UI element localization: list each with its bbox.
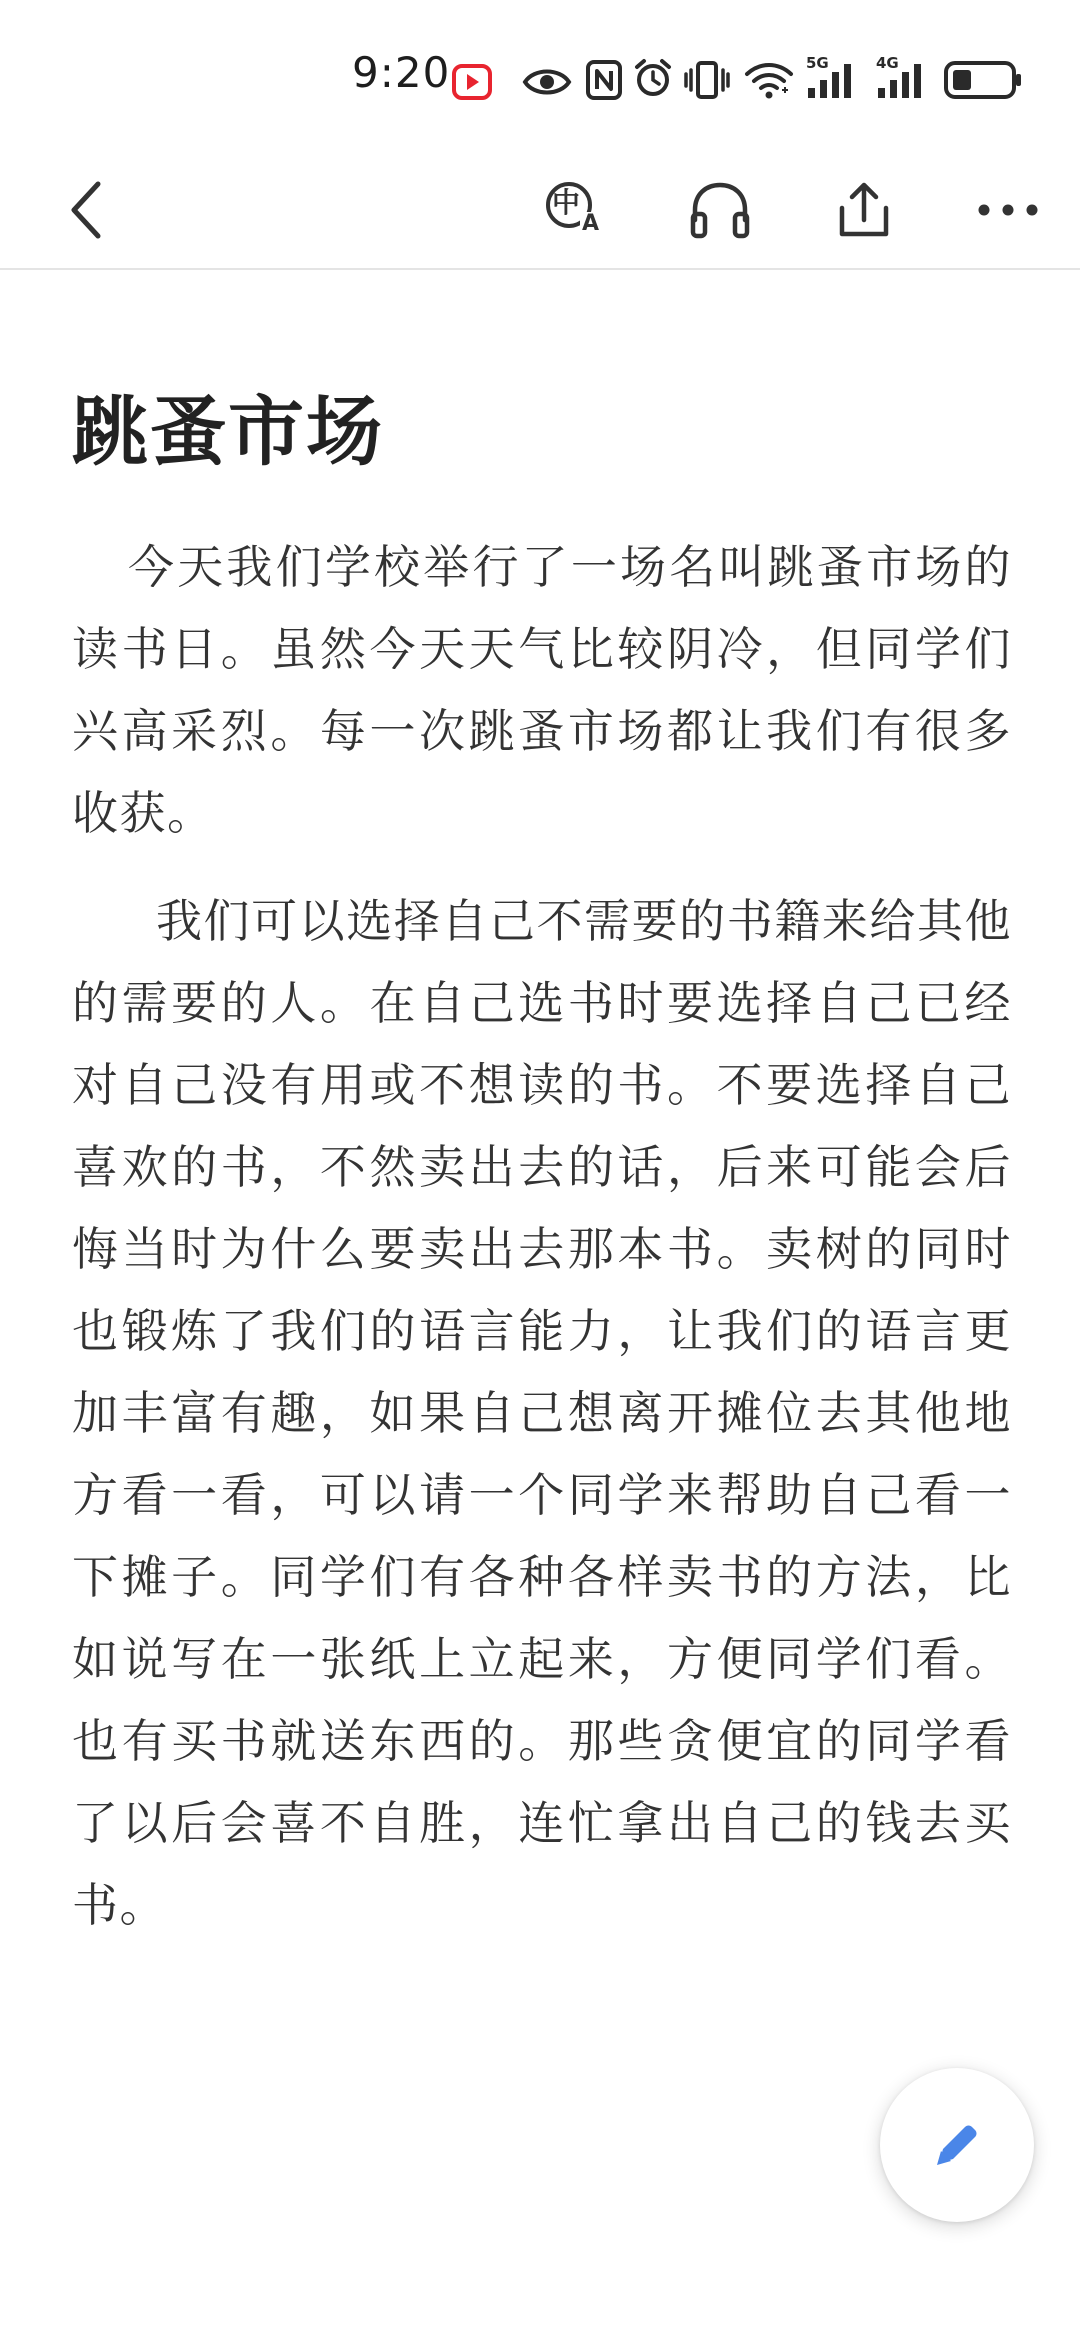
status-bar (0, 0, 1080, 150)
article-paragraph: 我们可以选择自己不需要的书籍来给其他的需要的人。在自己选书时要选择自己已经对自己没有用或不想读的书。不要选择自己喜欢的书，不然卖出去的话，后来可能会后悔当时为什么要卖出去那本书。卖树的同时也锻炼了我们的语言能力，让我们的语言更加丰富有趣，如果自己想离开摊位去其他地方看一看，可以请一个同学来帮助自己看一下摊子。同学们有各种各样卖书的方法，比如说写在一张纸上立起来，方便同学们看。也有买书就送东西的。那些贪便宜的同学看了以后会喜不自胜，连忙拿出自己的钱去买书。 (72, 894, 1012, 1932)
share-icon (836, 180, 892, 240)
article-paragraph: 今天我们学校举行了一场名叫跳蚤市场的读书日。虽然今天天气比较阴冷，但同学们兴高采烈。每一次跳蚤市场都让我们有很多收获。 (72, 540, 1012, 840)
alarm-icon (632, 56, 674, 100)
more-icon (977, 203, 1039, 217)
signal-5g-label: 5G (806, 54, 829, 72)
article-title: 跳蚤市场 (72, 387, 384, 476)
edit-button[interactable] (880, 2068, 1034, 2222)
eye-icon (522, 60, 572, 104)
headphones-icon (689, 180, 751, 240)
translate-button[interactable] (534, 170, 614, 250)
battery-icon (944, 58, 1024, 102)
back-arrow-icon (66, 180, 106, 240)
listen-button[interactable] (680, 170, 760, 250)
nfc-icon (586, 58, 622, 102)
signal-4g-icon (876, 54, 932, 100)
signal-5g-icon (806, 54, 862, 100)
pencil-icon (929, 2117, 985, 2173)
app-bar (0, 150, 1080, 270)
translate-glyph-sub: A (582, 211, 600, 236)
translate-glyph-main: 中 (552, 186, 581, 219)
article (72, 270, 1012, 1972)
translate-icon (544, 180, 604, 240)
video-record-icon (452, 60, 492, 104)
back-button[interactable] (46, 170, 126, 250)
signal-4g-label: 4G (876, 54, 899, 72)
status-time: 9:20 (352, 48, 451, 97)
wifi-icon (744, 58, 794, 102)
share-button[interactable] (824, 170, 904, 250)
vibrate-icon (684, 58, 730, 102)
more-button[interactable] (968, 170, 1048, 250)
